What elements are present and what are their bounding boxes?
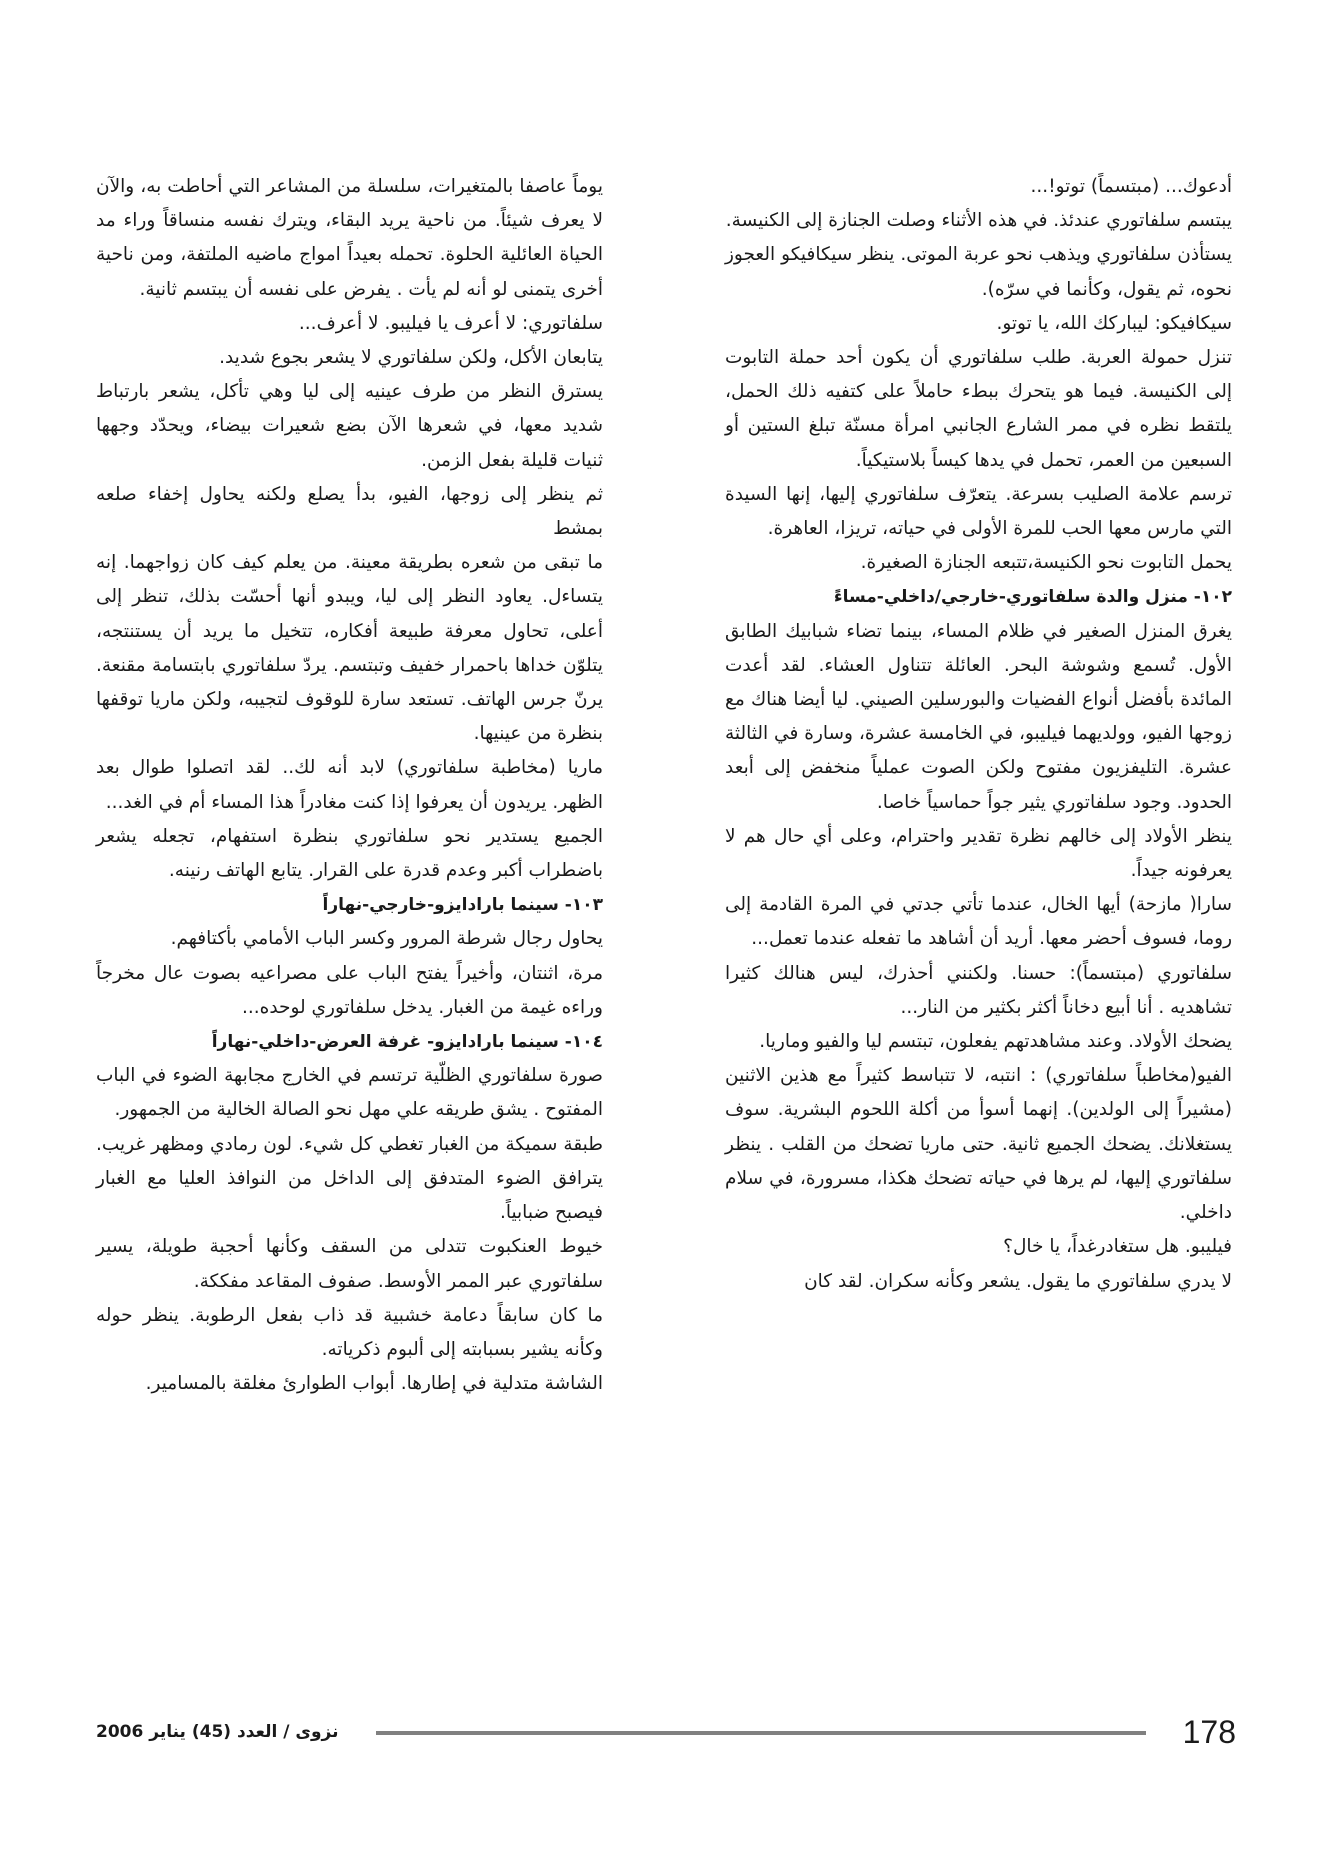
paragraph: الجميع يستدير نحو سلفاتوري بنظرة استفهام، تجعله يشعر باضطراب أكبر وعدم قدرة على القرار. يتابع الهاتف رنينه. <box>96 825 603 882</box>
paragraph: يغرق المنزل الصغير في ظلام المساء، بينما تضاء شبابيك الطابق الأول. تُسمع وشوشة البحر. العائلة تتناول العشاء. لقد أعدت المائدة بأفضل أنواع الفضيات والبورسلين الصيني. ليا أيضا هناك مع زوجها الفيو، وولديهما فيليبو، في الخامسة عشرة، وسارة في الثالثة عشرة. التليفزيون مفتوح ولكن الصوت عملياً منخفض إلى أبعد الحدود. وجود سلفاتوري يثير جواً حماسياً خاصا. <box>725 620 1232 813</box>
paragraph: الشاشة متدلية في إطارها. أبواب الطوارئ مغلقة بالمسامير. <box>145 1373 603 1395</box>
paragraph: تنزل حمولة العربة. طلب سلفاتوري أن يكون أحد حملة التابوت إلى الكنيسة. فيما هو يتحرك ببطء حاملاً على كتفيه ذلك الحمل، يلتقط نظره في ممر الشارع الجانبي امرأة مسنّة تبلغ الستين أو السبعين من العمر، تحمل في يدها كيساً بلاستيكياً. <box>725 347 1232 471</box>
paragraph: سيكافيكو: ليباركك الله، يا توتو. <box>996 312 1232 334</box>
paragraph: خيوط العنكبوت تتدلى من السقف وكأنها أحجبة طويلة، يسير سلفاتوري عبر الممر الأوسط. صفوف المقاعد مفككة. <box>96 1236 603 1292</box>
paragraph: ترسم علامة الصليب بسرعة. يتعرّف سلفاتوري إليها، إنها السيدة التي مارس معها الحب للمرة الأولى في حياته، تريزا، العاهرة. <box>725 483 1232 540</box>
footer-divider <box>376 1731 1146 1735</box>
paragraph: ما كان سابقاً دعامة خشبية قد ذاب بفعل الرطوبة. ينظر حوله وكأنه يشير بسبابته إلى ألبوم ذكرياته. <box>96 1304 603 1360</box>
right-text-column <box>725 170 1232 1299</box>
paragraph: يستأذن سلفاتوري ويذهب نحو عربة الموتى. ينظر سيكافيكو العجوز نحوه، ثم يقول، وكأنما في سرّه). <box>725 244 1232 300</box>
journal-issue-info: نزوى / العدد (45) يناير 2006 <box>96 1722 339 1742</box>
scene-heading: ١٠٣- سينما بارادايزو-خارجي-نهاراً <box>322 895 603 916</box>
paragraph: ثم ينظر إلى زوجها، الفيو، بدأ يصلع ولكنه يحاول إخفاء صلعه بمشط <box>96 483 603 540</box>
paragraph: أدعوك... (مبتسماً) توتو!... <box>1030 176 1232 197</box>
paragraph: مرة، اثنتان، وأخيراً يفتح الباب على مصراعيه بصوت عال مخرجاً وراءه غيمة من الغبار. يدخل سلفاتوري لوحده... <box>96 962 603 1018</box>
paragraph: سارا( مازحة) أيها الخال، عندما تأتي جدتي في المرة القادمة إلى روما، فسوف أحضر معها. أريد أن أشاهد ما تفعله عندما تعمل... <box>725 894 1232 950</box>
paragraph: صورة سلفاتوري الظلّية ترتسم في الخارج مجابهة الضوء في الباب المفتوح . يشق طريقه علي مهل نحو الصالة الخالية من الجمهور. <box>96 1065 603 1121</box>
paragraph: فيليبو. هل ستغادرغداً، يا خال؟ <box>1003 1236 1232 1258</box>
page-number: 178 <box>1182 1714 1236 1750</box>
paragraph: يحاول رجال شرطة المرور وكسر الباب الأمامي بأكتافهم. <box>170 928 603 950</box>
paragraph: يوماً عاصفا بالمتغيرات، سلسلة من المشاعر التي أحاطت به، والآن لا يعرف شيئاً. من ناحية يريد البقاء، ويترك نفسه منساقاً وراء مد الحياة العائلية الحلوة. تحمله بعيداً امواج ماضيه الملتفة، ومن ناحية أخرى يتمنى لو أنه لم يأت . يفرض على نفسه أن يبتسم ثانية. <box>96 176 603 300</box>
scene-heading: ١٠٢- منزل والدة سلفاتوري-خارجي/داخلي-مساءً <box>833 587 1232 608</box>
paragraph: طبقة سميكة من الغبار تغطي كل شيء. لون رمادي ومظهر غريب. يترافق الضوء المتدفق إلى الداخل من النوافذ العليا مع الغبار فيصبح ضبابياً. <box>96 1133 603 1224</box>
scene-heading: ١٠٤- سينما بارادايزو- غرفة العرض-داخلي-نهاراً <box>211 1032 603 1053</box>
paragraph: ينظر الأولاد إلى خالهم نظرة تقدير واحترام، وعلى أي حال هم لا يعرفونه جيداً. <box>725 825 1232 882</box>
paragraph: الفيو(مخاطباً سلفاتوري) : انتبه، لا تتباسط كثيراً مع هذين الاثنين (مشيراً إلى الولدين). إنهما أسوأ من أكلة اللحوم البشرية. سوف يستغلانك. يضحك الجميع ثانية. حتى ماريا تضحك من القلب . ينظر سلفاتوري إليها، لم يرها في حياته تضحك هكذا، مسرورة، في سلام داخلي. <box>725 1065 1232 1224</box>
left-text-column <box>96 170 603 1401</box>
paragraph: ما تبقى من شعره بطريقة معينة. من يعلم كيف كان زواجهما. إنه يتساءل. يعاود النظر إلى ليا، ويبدو أنها أحسّت بذلك، تنظر إلى أعلى، تحاول معرفة طبيعة أفكاره، تتخيل ما يريد أن يستنتجه، يتلوّن خداها باحمرار خفيف وتبتسم. يردّ سلفاتوري بابتسامة مقنعة. يرنّ جرس الهاتف. تستعد سارة للوقوف لتجيبه، ولكن ماريا توقفها بنظرة من عينيها. <box>96 552 603 745</box>
paragraph: يضحك الأولاد. وعند مشاهدتهم يفعلون، تبتسم ليا والفيو وماريا. <box>759 1031 1232 1053</box>
page-footer <box>96 1712 1236 1752</box>
paragraph: سلفاتوري (مبتسماً): حسنا. ولكنني أحذرك، ليس هنالك كثيرا تشاهديه . أنا أبيع دخاناً أكثر بكثير من النار... <box>725 962 1232 1018</box>
paragraph: سلفاتوري: لا أعرف يا فيليبو. لا أعرف... <box>298 312 603 334</box>
paragraph: يتابعان الأكل، ولكن سلفاتوري لا يشعر بجوع شديد. <box>219 347 603 369</box>
paragraph: ماريا (مخاطبة سلفاتوري) لابد أنه لك.. لقد اتصلوا طوال بعد الظهر. يريدون أن يعرفوا إذا كنت مغادراً هذا المساء أم في الغد... <box>96 757 603 813</box>
paragraph: لا يدري سلفاتوري ما يقول. يشعر وكأنه سكران. لقد كان <box>804 1270 1232 1292</box>
paragraph: يحمل التابوت نحو الكنيسة،تتبعه الجنازة الصغيرة. <box>860 552 1232 574</box>
paragraph: يبتسم سلفاتوري عندئذ. في هذه الأثناء وصلت الجنازة إلى الكنيسة. <box>725 210 1232 232</box>
paragraph: يسترق النظر من طرف عينيه إلى ليا وهي تأكل، يشعر بارتباط شديد معها، في شعرها الآن بضع شعيرات بيضاء، ويحدّد وجهها ثنيات قليلة بفعل الزمن. <box>96 381 603 471</box>
